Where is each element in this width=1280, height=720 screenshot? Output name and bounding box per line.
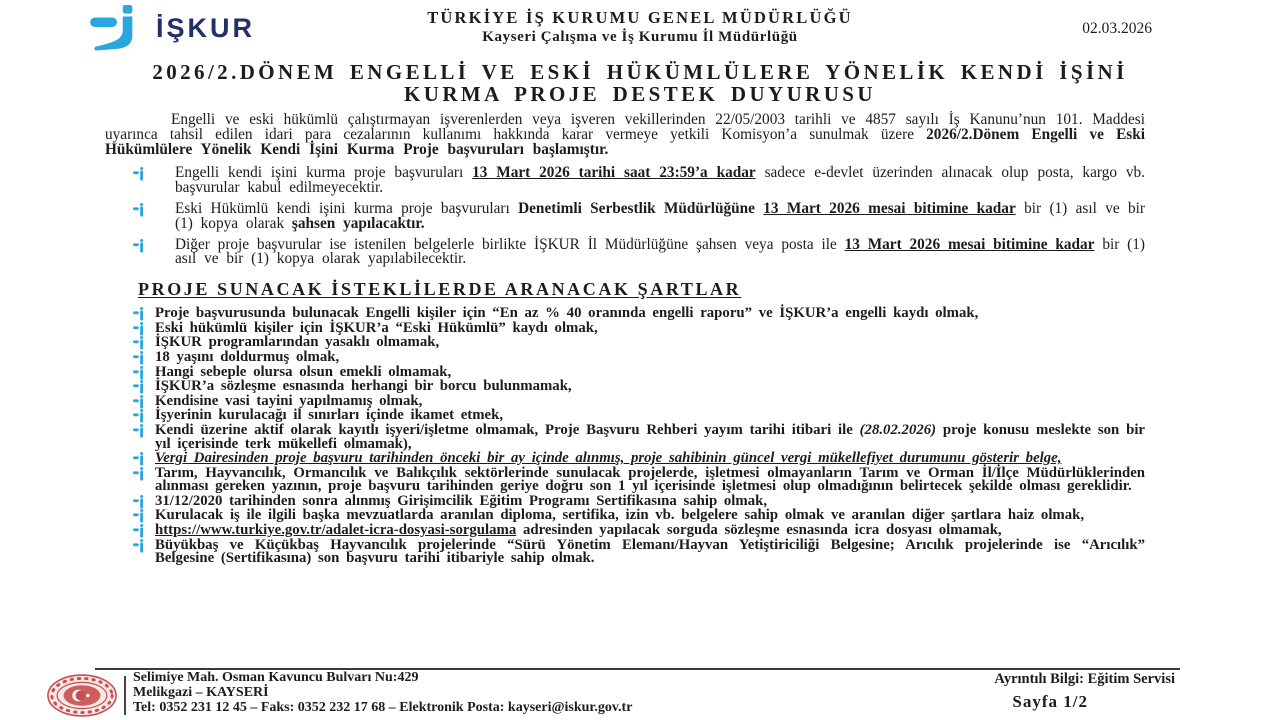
requirement-text: https://www.turkiye.gov.tr/adalet-icra-dosyasi-sorgulama adresinden yapılacak sorguda sözleşme esnasında icra dosyası olmamak, bbox=[155, 522, 1002, 539]
requirement-list-item bbox=[105, 307, 1145, 321]
requirement-list-item bbox=[105, 509, 1145, 523]
address-line: Melikgazi – KAYSERİ bbox=[133, 684, 269, 700]
org-name-line2: Kayseri Çalışma ve İş Kurumu İl Müdürlüğü bbox=[482, 29, 798, 45]
iskur-bullet-icon bbox=[133, 539, 146, 553]
requirement-list-item bbox=[105, 492, 1145, 509]
requirement-list-item bbox=[105, 524, 1145, 538]
requirement-text: Kendi üzerine aktif olarak kayıtlı işyeri/işletme olmamak, Proje Başvuru Rehberi yayım tarihi itibari ile (28.02.2026) proje konusu meslekte son bir yıl içerisinde terk mükellefi olmamak), bbox=[155, 421, 1145, 452]
requirement-list-item bbox=[105, 421, 1145, 452]
requirement-text: Eski hükümlü kişiler için İŞKUR’a “Eski Hükümlü” kaydı olmak, bbox=[155, 319, 598, 336]
requirement-text: Kurulacak iş ile ilgili başka mevzuatlarda aranılan diploma, sertifika, izin vb. belgelere sahip olmak ve aranılan diğer şartlara haiz olmak, bbox=[155, 507, 1085, 524]
footer-vertical-divider bbox=[124, 676, 126, 715]
requirement-list-item bbox=[105, 536, 1145, 567]
ministry-red-seal-icon bbox=[45, 673, 119, 718]
iskur-bullet-icon bbox=[133, 167, 146, 181]
requirements-list bbox=[105, 307, 1145, 566]
requirement-list-item bbox=[105, 348, 1145, 365]
iskur-bullet-icon bbox=[133, 203, 146, 217]
intro-paragraph: Engelli ve eski hükümlü çalıştırmayan işverenlerden veya işveren vekillerinden 22/05/2003 tarihli ve 4857 sayılı İş Kanunu’nun 101. Maddesi uyarınca tahsil edilen idari para cezalarının kullanımı hakkında karar vermeye yetkili Komisyon’a sunulmak üzere 2026/2.Dönem Engelli ve Eski Hükümlülere Yönelik Kendi İşini Kurma Proje başvuruları başlamıştır. bbox=[105, 111, 1145, 158]
requirement-list-item bbox=[105, 336, 1145, 350]
iskur-bullet-icon bbox=[133, 395, 146, 409]
page-number: Sayfa 1/2 bbox=[1012, 692, 1088, 711]
requirement-text: Kendisine vasi tayini yapılmamış olmak, bbox=[155, 392, 423, 409]
requirement-text: Tarım, Hayvancılık, Ormancılık ve Balıkçılık sektörlerinde sunulacak projelerde, işletmesi olmayanların Tarım ve Orman İl/İlçe Müdürlüklerinden alınması gereken yazının, proje başvuru tarihinden geriye doğru son 1 yıl içerisinde işletmesi olup olmadığının belirtecek şekilde olması gereklidir. bbox=[155, 464, 1145, 495]
iskur-brand-text: İŞKUR bbox=[156, 12, 256, 43]
iskur-bullet-icon bbox=[133, 495, 146, 509]
bullet-text: Engelli kendi işini kurma proje başvuruları 13 Mart 2026 tarihi saat 23:59’a kadar sadece e-devlet üzerinden alınacak olup posta, kargo vb. başvurular kabul edilmeyecektir. bbox=[175, 164, 1145, 197]
document-body bbox=[0, 113, 1280, 566]
iskur-bullet-icon bbox=[133, 307, 146, 321]
document-date: 02.03.2026 bbox=[1082, 20, 1152, 37]
requirement-text: 31/12/2020 tarihinden sonra alınmış Girişimcilik Eğitim Programı Sertifikasına sahip olmak, bbox=[155, 492, 768, 509]
iskur-bullet-icon bbox=[133, 336, 146, 350]
bullet-text: Eski Hükümlü kendi işini kurma proje başvuruları Denetimli Serbestlik Müdürlüğüne 13 Mart 2026 mesai bitimine kadar bir (1) asıl ve bir (1) kopya olarak şahsen yapılacaktır. bbox=[175, 199, 1145, 232]
iskur-bullet-icon bbox=[133, 524, 146, 538]
requirement-text: Vergi Dairesinden proje başvuru tarihinden önceki bir ay içinde alınmış, proje sahibinin güncel vergi mükellefiyet durumunu gösterir belge, bbox=[155, 450, 1062, 467]
requirement-list-item bbox=[105, 409, 1145, 423]
requirement-text: 18 yaşını doldurmuş olmak, bbox=[155, 348, 340, 365]
requirement-list-item bbox=[105, 452, 1145, 466]
requirement-text: İŞKUR’a sözleşme esnasında herhangi bir borcu bulunmamak, bbox=[155, 378, 572, 395]
page-title: 2026/2.DÖNEM ENGELLİ VE ESKİ HÜKÜMLÜLERE YÖNELİK KENDİ İŞİNİ KURMA PROJE DESTEK DUYURUSU bbox=[152, 60, 1128, 106]
org-name-line1: TÜRKİYE İŞ KURUMU GENEL MÜDÜRLÜĞÜ bbox=[427, 8, 853, 27]
iskur-bullet-icon bbox=[133, 467, 146, 481]
iskur-bullet-icon bbox=[133, 424, 146, 438]
iskur-bullet-icon bbox=[133, 509, 146, 523]
announcement-bullet-item bbox=[105, 166, 1145, 196]
contact-address-block bbox=[133, 671, 632, 715]
address-line: Selimiye Mah. Osman Kavuncu Bulvarı Nu:429 bbox=[133, 670, 419, 685]
iskur-bullet-icon bbox=[133, 366, 146, 380]
announcement-bullets bbox=[105, 166, 1145, 267]
iskur-bullet-icon bbox=[133, 409, 146, 423]
announcement-bullet-item bbox=[105, 199, 1145, 232]
requirement-text: Proje başvurusunda bulunacak Engelli kişiler için “En az % 40 oranında engelli raporu” ve İŞKUR’a engelli kaydı olmak, bbox=[155, 305, 979, 322]
iskur-bullet-icon bbox=[133, 380, 146, 394]
requirement-text: İŞKUR programlarından yasaklı olmamak, bbox=[155, 334, 440, 351]
requirement-text: Büyükbaş ve Küçükbaş Hayvancılık projelerinde “Sürü Yönetim Elemanı/Hayvan Yetiştiriciliği Belgesine; Arıcılık projelerinde ise “Arıcılık” Belgesine (Sertifikasına) son başvuru tarihi itibariyle sahip olmak. bbox=[155, 536, 1145, 567]
iskur-bullet-icon bbox=[133, 239, 146, 253]
contact-line: Tel: 0352 231 12 45 – Faks: 0352 232 17 68 – Elektronik Posta: kayseri@iskur.gov.tr bbox=[133, 699, 633, 715]
requirements-section-heading: PROJE SUNACAK İSTEKLİLERDE ARANACAK ŞARTLAR bbox=[138, 279, 742, 300]
detail-info-label: Ayrıntılı Bilgi: Eğitim Servisi bbox=[994, 671, 1175, 687]
iskur-bullet-icon bbox=[133, 351, 146, 365]
requirement-text: Hangi sebeple olursa olsun emekli olmamak, bbox=[155, 363, 452, 380]
announcement-bullet-item bbox=[105, 235, 1145, 268]
requirement-list-item bbox=[105, 464, 1145, 495]
iskur-bullet-icon bbox=[133, 322, 146, 336]
requirement-list-item bbox=[105, 380, 1145, 394]
iskur-bullet-icon bbox=[133, 452, 146, 466]
bullet-text: Diğer proje başvurular ise istenilen belgelerle birlikte İŞKUR İl Müdürlüğüne şahsen veya posta ile 13 Mart 2026 mesai bitimine kadar bir (1) asıl ve bir (1) kopya olarak yapılabilecektir. bbox=[175, 235, 1145, 268]
requirement-text: İşyerinin kurulacağı il sınırları içinde ikamet etmek, bbox=[155, 407, 504, 424]
